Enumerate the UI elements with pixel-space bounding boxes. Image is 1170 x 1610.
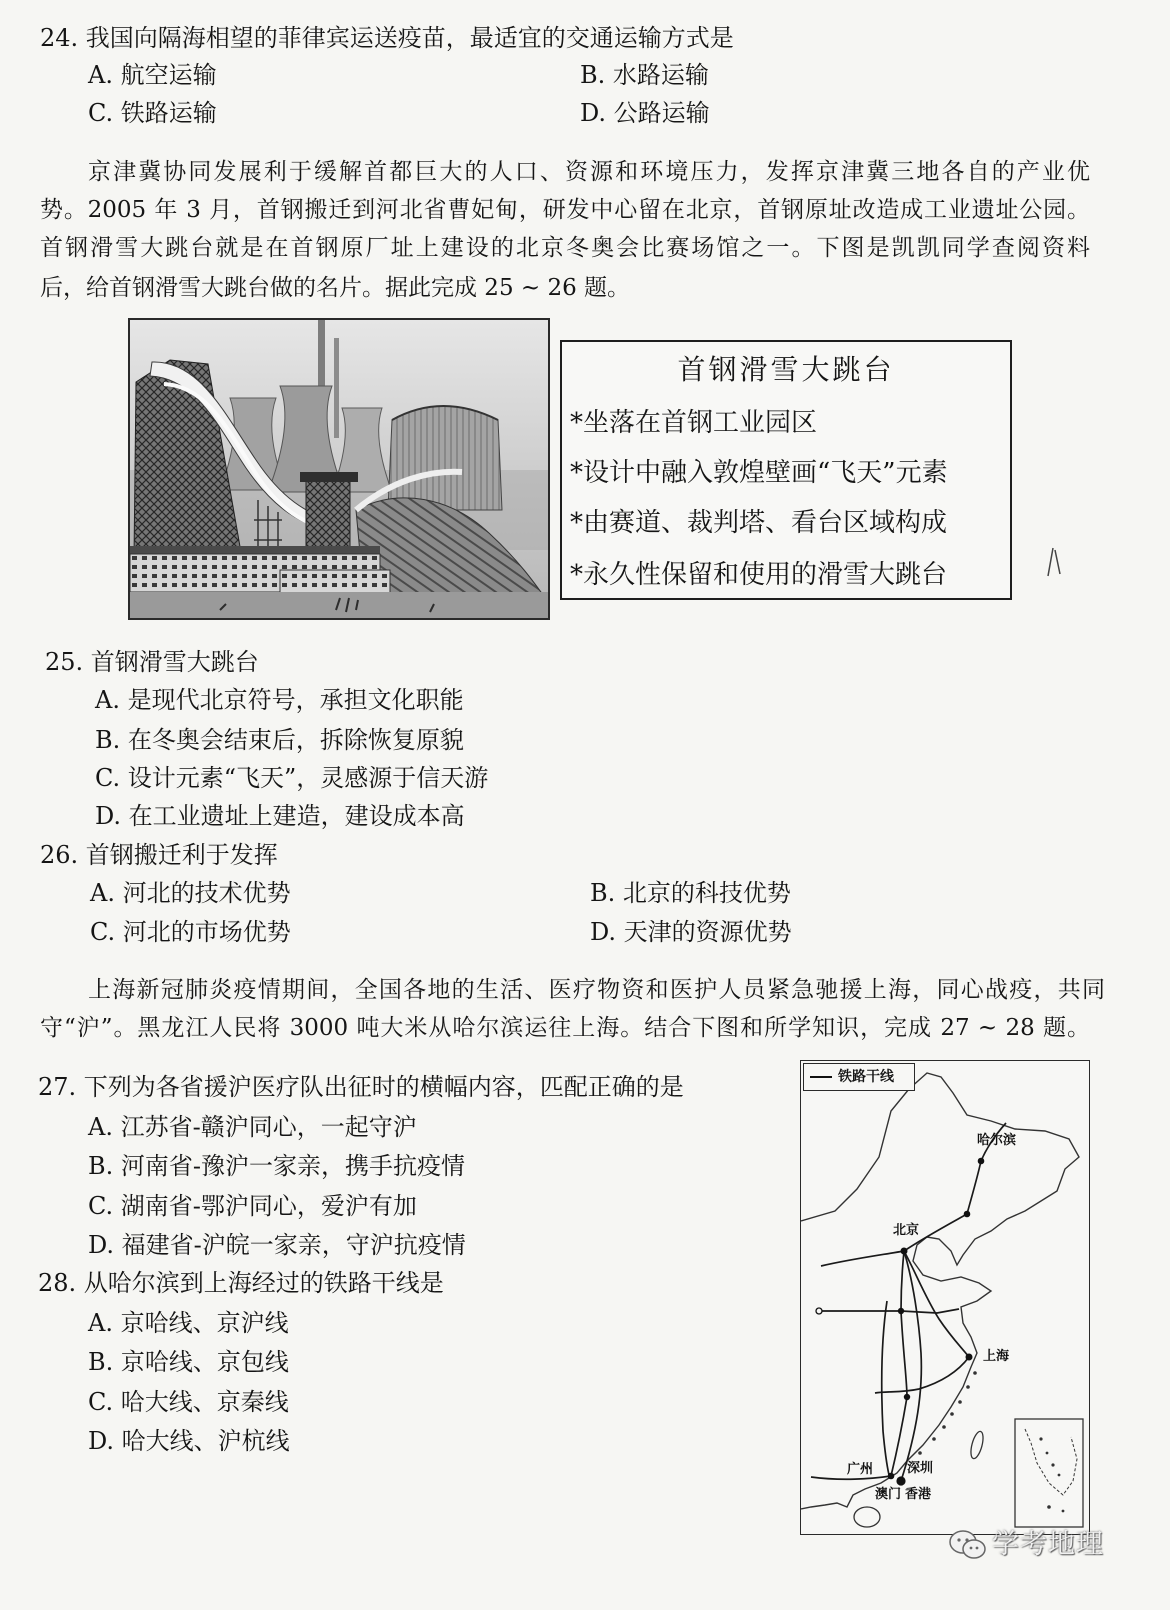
question-25-option-c: C. 设计元素“飞天”，灵感源于信天游 [95, 764, 489, 792]
chimney [334, 338, 339, 438]
factory-building-roof [130, 546, 380, 554]
passage-2-line: 上海新冠肺炎疫情期间，全国各地的生活、医疗物资和医护人员紧急驰援上海，同心战疫，共同 [88, 977, 1105, 1003]
question-26-option-d: D. 天津的资源优势 [590, 918, 792, 946]
card-item: *设计中融入敦煌壁画“飞天”元素 [570, 458, 948, 488]
railway-line-jiaoliu [882, 1301, 889, 1475]
card-item: *由赛道、裁判塔、看台区域构成 [570, 508, 948, 538]
question-24-stem: 24. 我国向隔海相望的菲律宾运送疫苗，最适宜的交通运输方式是 [40, 24, 734, 52]
city-label-macau: 澳门 [875, 1487, 902, 1502]
question-24-option-b: B. 水路运输 [580, 61, 709, 89]
question-25-option-a: A. 是现代北京符号，承担文化职能 [95, 686, 464, 714]
question-28-option-b: B. 京哈线、京包线 [88, 1348, 289, 1376]
passage-1-line: 势。2005 年 3 月，首钢搬迁到河北省曹妃甸，研发中心留在北京，首钢原址改造成工业遗址公园。 [40, 197, 1090, 223]
wechat-icon [948, 1528, 988, 1562]
passage-2-line: 守“沪”。黑龙江人民将 3000 吨大米从哈尔滨运往上海。结合下图和所学知识，完成 27 ~ 28 题。 [40, 1015, 1090, 1041]
card-item: *坐落在首钢工业园区 [570, 408, 818, 438]
question-28-option-a: A. 京哈线、京沪线 [88, 1309, 289, 1337]
hainan-island [854, 1507, 880, 1527]
card-title: 首钢滑雪大跳台 [677, 353, 895, 386]
railway-line-longhai [819, 1309, 959, 1313]
stray-pencil-mark [1044, 546, 1064, 578]
passage-1-line: 首钢滑雪大跳台就是在首钢原厂址上建设的北京冬奥会比赛场馆之一。下图是凯凯同学查阅资料 [40, 235, 1090, 261]
city-label-beijing: 北京 [893, 1223, 920, 1238]
question-25-option-b: B. 在冬奥会结束后，拆除恢复原貌 [95, 726, 464, 754]
city-label-guangzhou: 广州 [847, 1462, 874, 1477]
city-dot-shanghai [966, 1354, 973, 1361]
photo-illustration [130, 320, 548, 618]
city-dot-shenzhen-hongkong [896, 1476, 905, 1485]
city-label-harbin: 哈尔滨 [977, 1133, 1017, 1148]
question-28-option-c: C. 哈大线、京秦线 [88, 1388, 289, 1416]
question-25-stem: 25. 首钢滑雪大跳台 [45, 648, 259, 676]
legend-label: 铁路干线 [838, 1069, 894, 1085]
question-24-option-d: D. 公路运输 [580, 99, 710, 127]
railway-line-jingbao [821, 1251, 904, 1266]
railway-line-jingguang [891, 1251, 907, 1476]
map-drawing [801, 1061, 1088, 1533]
storage-tank [388, 406, 502, 510]
card-item: *永久性保留和使用的滑雪大跳台 [570, 560, 948, 590]
passage-1-line: 后，给首钢滑雪大跳台做的名片。据此完成 25 ~ 26 题。 [40, 275, 631, 301]
railway-line-jingjiu [901, 1251, 921, 1481]
railway-terminal-dot [816, 1308, 822, 1314]
watermark-text: 学考地理 [992, 1529, 1104, 1560]
question-27-option-a: A. 江苏省-赣沪同心，一起守沪 [88, 1113, 417, 1141]
city-dot-guangzhou [888, 1473, 895, 1480]
question-26-option-a: A. 河北的技术优势 [90, 879, 291, 907]
question-27-stem: 27. 下列为各省援沪医疗队出征时的横幅内容，匹配正确的是 [38, 1073, 684, 1101]
city-label-hongkong: 香港 [905, 1487, 932, 1502]
city-label-shanghai: 上海 [983, 1349, 1010, 1364]
question-24-option-a: A. 航空运输 [88, 61, 217, 89]
city-label-shenzhen: 深圳 [907, 1461, 934, 1476]
city-dot-zhengzhou [898, 1308, 904, 1314]
question-27-option-b: B. 河南省-豫沪一家亲，携手抗疫情 [88, 1152, 466, 1180]
map-legend [803, 1063, 915, 1091]
info-card [560, 340, 1012, 600]
question-26-option-b: B. 北京的科技优势 [590, 879, 791, 907]
question-25-option-d: D. 在工业遗址上建造，建设成本高 [95, 802, 465, 830]
question-26-option-c: C. 河北的市场优势 [90, 918, 291, 946]
question-27-option-c: C. 湖南省-鄂沪同心，爱沪有加 [88, 1192, 417, 1220]
passage-1-line: 京津冀协同发展利于缓解首都巨大的人口、资源和环境压力，发挥京津冀三地各自的产业优 [88, 159, 1090, 185]
question-26-stem: 26. 首钢搬迁利于发挥 [40, 841, 278, 869]
legend-line-sample [810, 1076, 832, 1078]
city-dot-wuhan [904, 1394, 910, 1400]
railway-map [800, 1060, 1090, 1535]
judge-tower-roof [300, 472, 358, 482]
big-air-shougang-photo [128, 318, 550, 620]
taiwan-island [969, 1430, 986, 1460]
city-dot-harbin [978, 1158, 985, 1165]
question-28-option-d: D. 哈大线、沪杭线 [88, 1427, 290, 1455]
city-dot-shenyang [964, 1211, 971, 1218]
photo-ground [130, 592, 548, 618]
question-24-option-c: C. 铁路运输 [88, 99, 217, 127]
question-28-stem: 28. 从哈尔滨到上海经过的铁路干线是 [38, 1269, 444, 1297]
question-27-option-d: D. 福建省-沪皖一家亲，守沪抗疫情 [88, 1231, 466, 1259]
city-dot-beijing [901, 1248, 908, 1255]
railway-line-jinghu [904, 1251, 969, 1357]
south-china-sea-inset [1015, 1419, 1083, 1527]
